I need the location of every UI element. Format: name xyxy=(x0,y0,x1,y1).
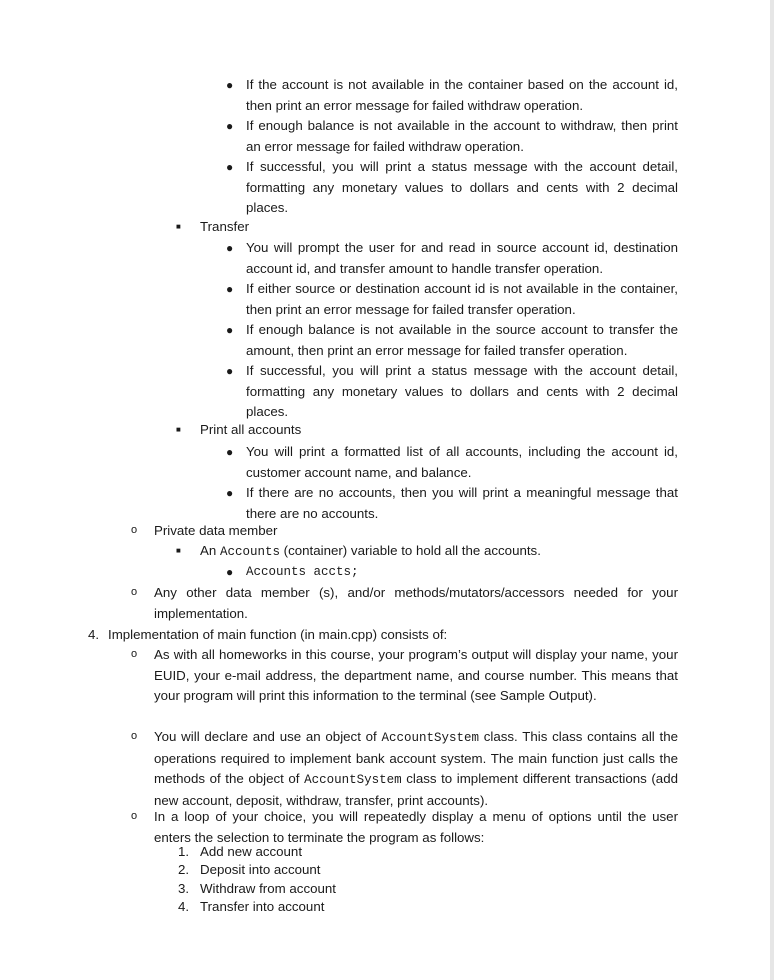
bullet-marker: ● xyxy=(226,323,234,337)
bullet-marker: ● xyxy=(226,364,234,378)
inline-code: Accounts xyxy=(219,545,280,559)
print-all-item-2: If there are no accounts, then you will print a meaningful message that there are no accounts. xyxy=(246,485,678,521)
section-number: 4. xyxy=(88,627,100,642)
bullet-marker: ● xyxy=(226,486,234,500)
print-all-heading: Print all accounts xyxy=(200,422,302,437)
transfer-item-3: If enough balance is not available in the source account to transfer the amount, then print an error message for failed transfer operation. xyxy=(246,322,678,358)
withdraw-item-1: If the account is not available in the container based on the account id, then print an error message for failed withdraw operation. xyxy=(246,77,678,113)
main-item-1: As with all homeworks in this course, your program’s output will display your name, your EUID, your e-mail address, the department name, and course number. This means that your program will print this information to the terminal (see Sample Output). xyxy=(154,647,678,703)
transfer-item-2: If either source or destination account id is not available in the container, then print an error message for failed transfer operation. xyxy=(246,281,678,317)
menu-number: 4. xyxy=(178,899,190,914)
circle-bullet: o xyxy=(131,730,138,742)
bullet-marker: ● xyxy=(226,119,234,133)
bullet-marker: ● xyxy=(226,160,234,174)
inline-code: AccountSystem xyxy=(381,731,480,745)
withdraw-item-2: If enough balance is not available in the account to withdraw, then print an error message for failed withdraw operation. xyxy=(246,118,678,154)
page-edge xyxy=(770,0,774,980)
bullet-marker: ● xyxy=(226,78,234,92)
menu-label: Withdraw from account xyxy=(200,881,336,896)
square-bullet: ■ xyxy=(176,222,181,231)
circle-bullet: o xyxy=(131,524,138,536)
private-member-heading: Private data member xyxy=(154,523,278,538)
section-4-heading: Implementation of main function (in main.cpp) consists of: xyxy=(108,627,448,642)
circle-bullet: o xyxy=(131,648,138,660)
square-bullet: ■ xyxy=(176,425,181,434)
menu-label: Add new account xyxy=(200,844,303,859)
print-all-item-1: You will print a formatted list of all accounts, including the account id, customer account name, and balance. xyxy=(246,444,678,480)
bullet-marker: ● xyxy=(226,445,234,459)
circle-bullet: o xyxy=(131,810,138,822)
private-member-desc: An Accounts (container) variable to hold all the accounts. xyxy=(200,543,541,559)
menu-number: 3. xyxy=(178,881,190,896)
inline-code: AccountSystem xyxy=(304,773,402,787)
bullet-marker: ● xyxy=(226,282,234,296)
transfer-heading: Transfer xyxy=(200,219,250,234)
transfer-item-1: You will prompt the user for and read in source account id, destination account id, and transfer amount to handle transfer operation. xyxy=(246,240,678,276)
main-item-2: You will declare and use an object of AccountSystem class. This class contains all the operations required to implement bank account system. The main function just calls the methods of the object of AccountSystem class to implement different transactions (add new account, deposit, withdraw, transfer, print accounts). xyxy=(154,729,678,808)
main-item-3: In a loop of your choice, you will repeatedly display a menu of options until the user enters the selection to terminate the program as follows: xyxy=(154,809,678,845)
menu-number: 1. xyxy=(178,844,190,859)
bullet-marker: ● xyxy=(226,241,234,255)
menu-label: Transfer into account xyxy=(200,899,325,914)
menu-label: Deposit into account xyxy=(200,862,321,877)
bullet-marker: ● xyxy=(226,565,234,579)
transfer-item-4: If successful, you will print a status message with the account detail, formatting any monetary values to dollars and cents with 2 decimal places. xyxy=(246,363,678,419)
withdraw-item-3: If successful, you will print a status message with the account detail, formatting any monetary values to dollars and cents with 2 decimal places. xyxy=(246,159,678,215)
menu-number: 2. xyxy=(178,862,190,877)
code-line: Accounts accts; xyxy=(246,565,359,579)
circle-bullet: o xyxy=(131,586,138,598)
square-bullet: ■ xyxy=(176,546,181,555)
other-members-item: Any other data member (s), and/or methods/mutators/accessors needed for your implementation. xyxy=(154,585,678,621)
